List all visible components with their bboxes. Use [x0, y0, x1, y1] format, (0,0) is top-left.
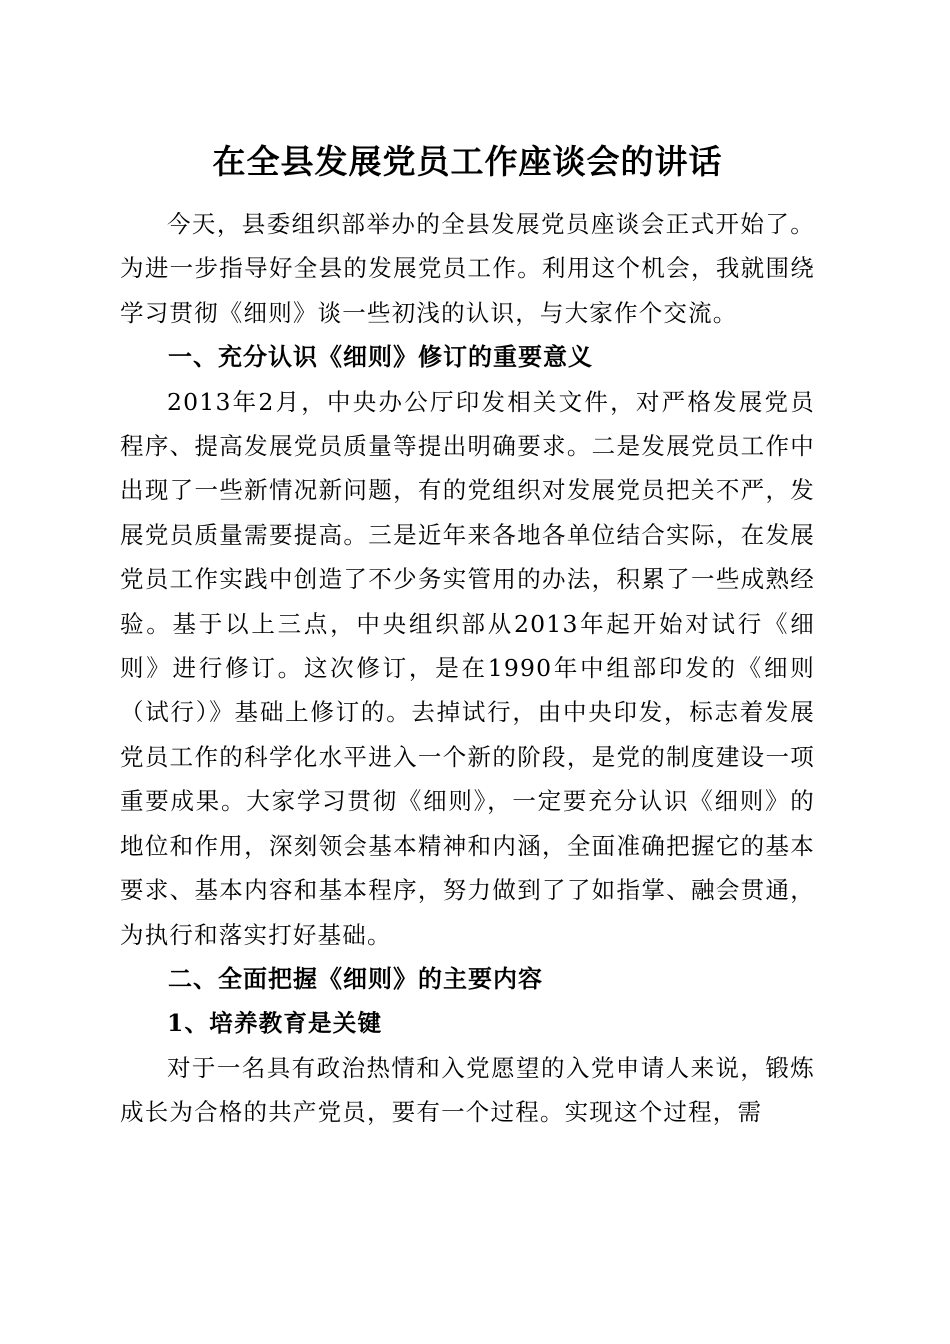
section-1-heading: 一、充分认识《细则》修订的重要意义	[168, 343, 593, 372]
section-2-sub-1-paragraph: 对于一名具有政治热情和入党愿望的入党申请人来说，锻炼成长为合格的共产党员，要有一个过程。实现这个过程，需	[120, 1053, 815, 1127]
section-1-paragraph: 2013年2月，中央办公厅印发相关文件，对严格发展党员程序、提高发展党员质量等提出明确要求。二是发展党员工作中出现了一些新情况新问题，有的党组织对发展党员把关不严，发展党员质量需要提高。三是近年来各地各单位结合实际，在发展党员工作实践中创造了不少务实管用的办法，积累了一些成熟经验。基于以上三点，中央组织部从2013年起开始对试行《细则》进行修订。这次修订，是在1990年中组部印发的《细则（试行）》基础上修订的。去掉试行，由中央印发，标志着发展党员工作的科学化水平进入一个新的阶段，是党的制度建设一项重要成果。大家学习贯彻《细则》，一定要充分认识《细则》的地位和作用，深刻领会基本精神和内涵，全面准确把握它的基本要求、基本内容和基本程序，努力做到了了如指掌、融会贯通，为执行和落实打好基础。	[120, 387, 815, 949]
section-2-heading: 二、全面把握《细则》的主要内容	[168, 964, 543, 993]
document-body	[120, 132, 815, 1135]
section-2-subheading-1: 1、培养教育是关键	[167, 1009, 383, 1038]
document-title: 在全县发展党员工作座谈会的讲话	[212, 142, 723, 181]
intro-paragraph: 今天，县委组织部举办的全县发展党员座谈会正式开始了。为进一步指导好全县的发展党员工作。利用这个机会，我就围绕学习贯彻《细则》谈一些初浅的认识，与大家作个交流。	[120, 210, 815, 327]
